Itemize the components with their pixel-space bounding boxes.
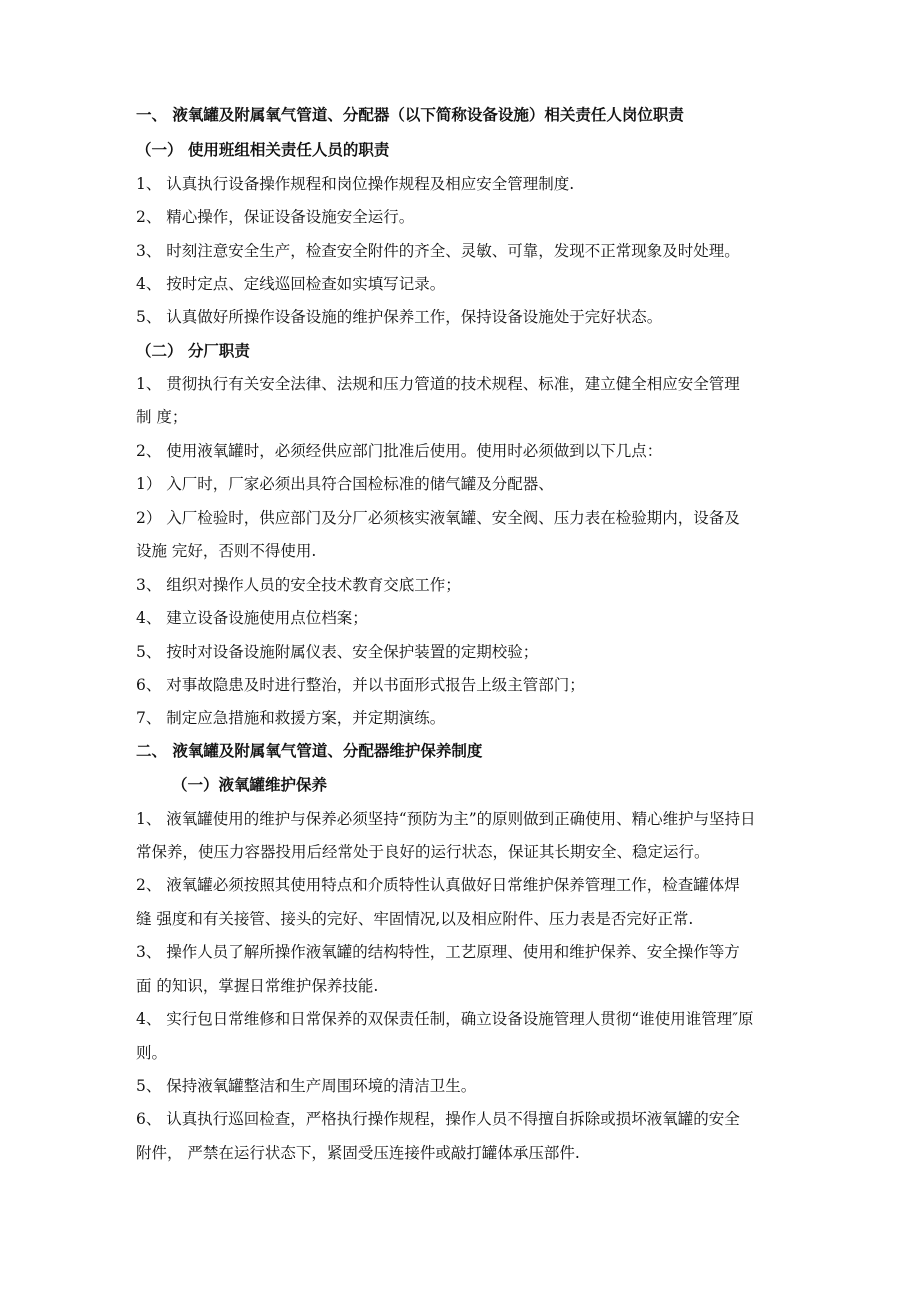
paragraph-line: 设施 完好，否则不得使用. [136, 542, 317, 560]
paragraph-line: 2、 使用液氧罐时，必须经供应部门批准后使用。使用时必须做到以下几点： [136, 442, 663, 460]
paragraph-line: 缝 强度和有关接管、接头的完好、牢固情况,以及相应附件、压力表是否完好正常. [136, 910, 694, 928]
paragraph-line: 6、 对事故隐患及时进行整治，并以书面形式报告上级主管部门； [136, 676, 585, 694]
paragraph-line: 3、 操作人员了解所操作液氧罐的结构特性，工艺原理、使用和维护保养、安全操作等方 [136, 943, 740, 961]
subheading-1: （一） 使用班组相关责任人员的职责 [136, 140, 390, 159]
paragraph-line: 1、 液氧罐使用的维护与保养必须坚持“预防为主”的原则做到正确使用、精心维护与坚持日 [136, 810, 756, 828]
paragraph-line: 常保养，使压力容器投用后经常处于良好的运行状态，保证其长期安全、稳定运行。 [136, 843, 710, 861]
subheading-2: （二） 分厂职责 [136, 341, 250, 360]
paragraph-line: 附件， 严禁在运行状态下，紧固受压连接件或敲打罐体承压部件. [136, 1144, 580, 1162]
paragraph-line: 1） 入厂时，厂家必须出具符合国检标准的储气罐及分配器、 [136, 475, 554, 493]
paragraph-line: 6、 认真执行巡回检查，严格执行操作规程，操作人员不得擅自拆除或损坏液氧罐的安全 [136, 1110, 740, 1128]
paragraph-line: 2） 入厂检验时，供应部门及分厂必须核实液氧罐、安全阀、压力表在检验期内，设备及 [136, 509, 740, 527]
paragraph-line: 5、 保持液氧罐整洁和生产周围环境的清洁卫生。 [136, 1077, 477, 1095]
paragraph-line: 1、 认真执行设备操作规程和岗位操作规程及相应安全管理制度. [136, 175, 575, 193]
paragraph-line: 面 的知识，掌握日常维护保养技能. [136, 977, 379, 995]
paragraph-line: 4、 实行包日常维修和日常保养的双保责任制，确立设备设施管理人贯彻“谁使用谁管理″原 [136, 1010, 754, 1028]
paragraph-line: 4、 建立设备设施使用点位档案； [136, 609, 368, 627]
paragraph-line: 2、 液氧罐必须按照其使用特点和介质特性认真做好日常维护保养管理工作，检查罐体焊 [136, 876, 740, 894]
section-heading-2: 二、 液氧罐及附属氧气管道、分配器维护保养制度 [136, 741, 483, 760]
paragraph-line: 4、 按时定点、定线巡回检查如实填写记录。 [136, 275, 446, 293]
subheading-3: （一）液氧罐维护保养 [172, 775, 328, 794]
paragraph-line: 3、 组织对操作人员的安全技术教育交底工作； [136, 576, 461, 594]
section-heading-1: 一、 液氧罐及附属氧气管道、分配器（以下简称设备设施）相关责任人岗位职责 [136, 105, 684, 124]
paragraph-line: 5、 按时对设备设施附属仪表、安全保护装置的定期校验； [136, 643, 539, 661]
paragraph-line: 则。 [136, 1044, 168, 1062]
paragraph-line: 5、 认真做好所操作设备设施的维护保养工作，保持设备设施处于完好状态。 [136, 308, 663, 326]
paragraph-line: 1、 贯彻执行有关安全法律、法规和压力管道的技术规程、标准，建立健全相应安全管理 [136, 375, 740, 393]
paragraph-line: 2、 精心操作，保证设备设施安全运行。 [136, 208, 415, 226]
paragraph-line: 7、 制定应急措施和救援方案，并定期演练。 [136, 709, 446, 727]
paragraph-line: 3、 时刻注意安全生产，检查安全附件的齐全、灵敏、可靠，发现不正常现象及时处理。 [136, 242, 740, 260]
paragraph-line: 制 度； [136, 408, 188, 426]
